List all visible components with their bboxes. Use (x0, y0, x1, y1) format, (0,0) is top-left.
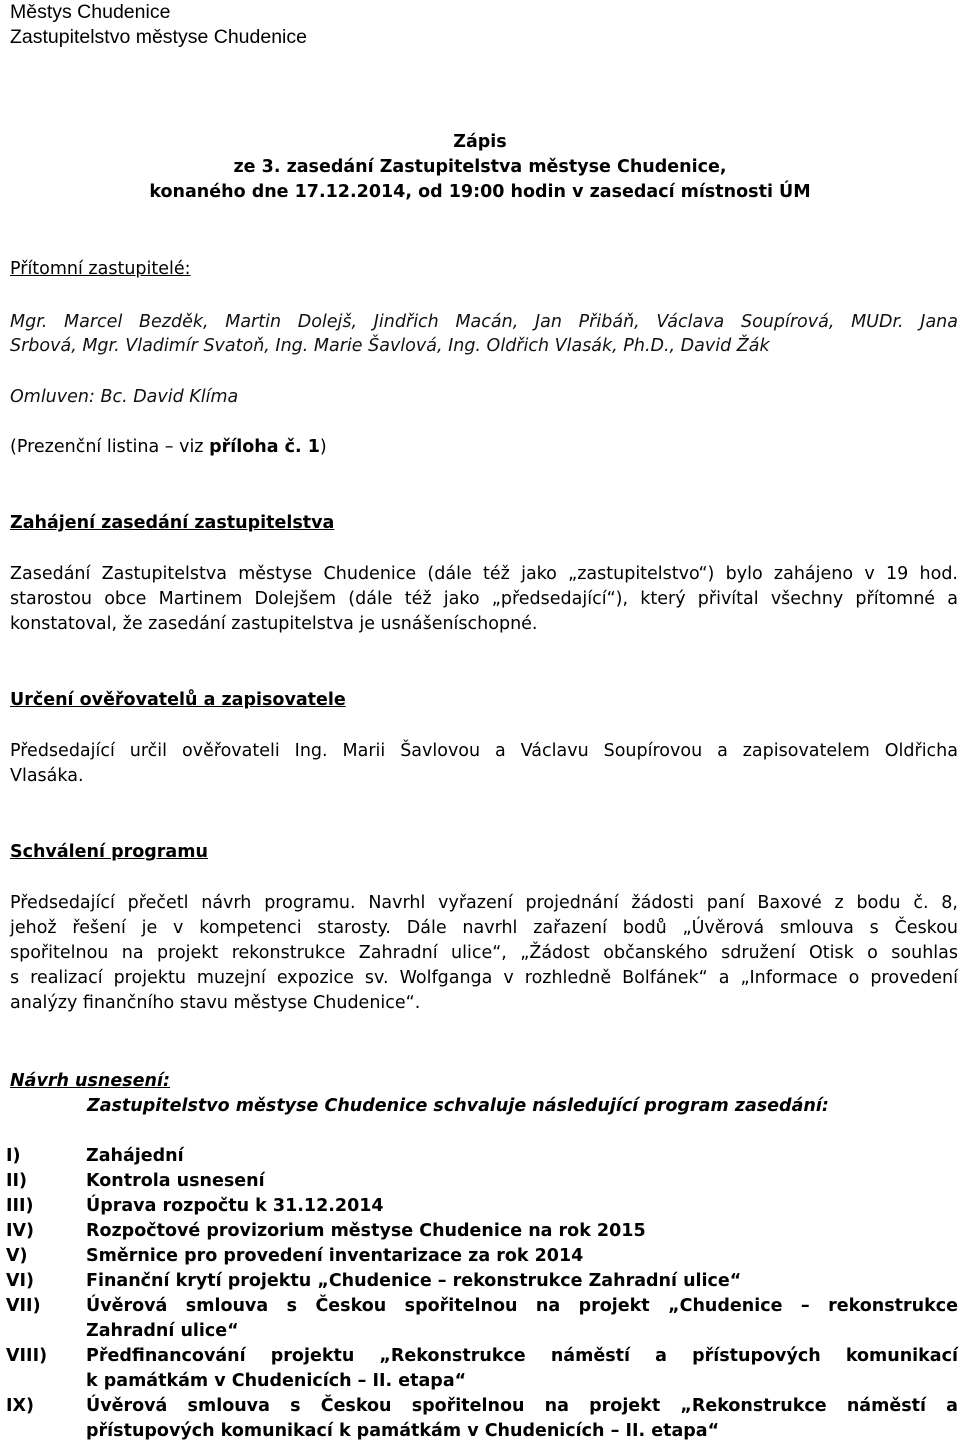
verifiers-text: Předsedající určil ověřovateli Ing. Marii Šavlovou a Václavu Soupírovou a zapisovatelem Oldřicha Vlasáka. (10, 741, 958, 786)
agenda-item (6, 1394, 958, 1444)
attachment-reference: příloha č. 1 (209, 437, 320, 457)
agenda-item-number: VIII) (6, 1346, 48, 1366)
agenda-item (6, 1294, 958, 1344)
agenda-item (6, 1344, 958, 1394)
agenda-item-text: Úvěrová smlouva s Českou spořitelnou na projekt „Rekonstrukce náměstí a přístupových komunikací k památkám v Chudenicích – II. etapa“ (86, 1396, 958, 1441)
municipality-name: Městys Chudenice (10, 1, 171, 23)
resolution-statement: Zastupitelstvo městyse Chudenice schvaluje následující program zasedání: (87, 1096, 829, 1116)
meeting-number: ze 3. zasedání Zastupitelstva městyse Chudenice, (233, 157, 727, 177)
agenda-item-number: I) (6, 1146, 21, 1166)
attendance-heading: Přítomní zastupitelé: (10, 259, 191, 279)
section-heading-opening: Zahájení zasedání zastupitelstva (10, 513, 335, 533)
agenda-item (6, 1244, 958, 1269)
agenda-item-number: II) (6, 1171, 28, 1191)
agenda-item-text: Zahájední (86, 1146, 184, 1166)
section-heading-verifiers: Určení ověřovatelů a zapisovatele (10, 690, 346, 710)
agenda-item-number: IX) (6, 1396, 35, 1416)
resolution-heading: Návrh usnesení: (10, 1071, 170, 1091)
attendance-list-note: (Prezenční listina – viz příloha č. 1) (10, 437, 327, 457)
agenda-item-text: Kontrola usnesení (86, 1171, 265, 1191)
agenda-item-text: Rozpočtové provizorium městyse Chudenice na rok 2015 (86, 1221, 646, 1241)
agenda-item-number: V) (6, 1246, 28, 1266)
agenda-item-number: IV) (6, 1221, 35, 1241)
opening-text: Zasedání Zastupitelstva městyse Chudenice (dále též jako „zastupitelstvo“) bylo zahájeno v 19 hod. starostou obce Martinem Dolejšem (dále též jako „předsedající“), který přivítal všechny přítomné a konstatoval, že zasedání zastupitelstva je usnášeníschopné. (10, 564, 958, 634)
agenda-item (6, 1269, 958, 1294)
meeting-date: konaného dne 17.12.2014, od 19:00 hodin v zasedací místnosti ÚM (149, 182, 811, 202)
document-title: Zápis (453, 132, 507, 152)
agenda-item-text: Úvěrová smlouva s Českou spořitelnou na projekt „Chudenice – rekonstrukce Zahradní ulice“ (86, 1296, 958, 1341)
present-members-line-2: Srbová, Mgr. Vladimír Svatoň, Ing. Marie Šavlová, Ing. Oldřich Vlasák, Ph.D., David Žák (10, 336, 770, 356)
agenda-item-text: Finanční krytí projektu „Chudenice – rekonstrukce Zahradní ulice“ (86, 1271, 742, 1291)
agenda-list (6, 1144, 958, 1444)
excused-members: Omluven: Bc. David Klíma (10, 387, 239, 407)
program-text: Předsedající přečetl návrh programu. Navrhl vyřazení projednání žádosti paní Baxové z bodu č. 8, jehož řešení je v kompetenci starosty. Dále navrhl zařazení bodů „Úvěrová smlouva s Českou spořitelnou na projekt rekonstrukce Zahradní ulice“, „Žádost občanského sdružení Otisk o souhlas s realizací projektu muzejní expozice sv. Wolfganga v rozhledně Bolfánek“ a „Informace o provedení analýzy finančního stavu městyse Chudenice“. (10, 893, 958, 1013)
agenda-item-number: VI) (6, 1271, 35, 1291)
agenda-item-text: Předfinancování projektu „Rekonstrukce náměstí a přístupových komunikací k památkám v Chudenicích – II. etapa“ (86, 1346, 958, 1391)
present-members-line-1: Mgr. Marcel Bezděk, Martin Dolejš, Jindřich Macán, Jan Přibáň, Václava Soupírová, MUDr. Jana (10, 312, 958, 332)
agenda-item (6, 1219, 958, 1244)
section-heading-program: Schválení programu (10, 842, 208, 862)
agenda-item-number: VII) (6, 1296, 41, 1316)
agenda-item-text: Úprava rozpočtu k 31.12.2014 (86, 1196, 384, 1216)
agenda-item (6, 1169, 958, 1194)
agenda-item-text: Směrnice pro provedení inventarizace za rok 2014 (86, 1246, 584, 1266)
agenda-item (6, 1144, 958, 1169)
agenda-item-number: III) (6, 1196, 34, 1216)
council-name: Zastupitelstvo městyse Chudenice (10, 26, 307, 48)
agenda-item (6, 1194, 958, 1219)
